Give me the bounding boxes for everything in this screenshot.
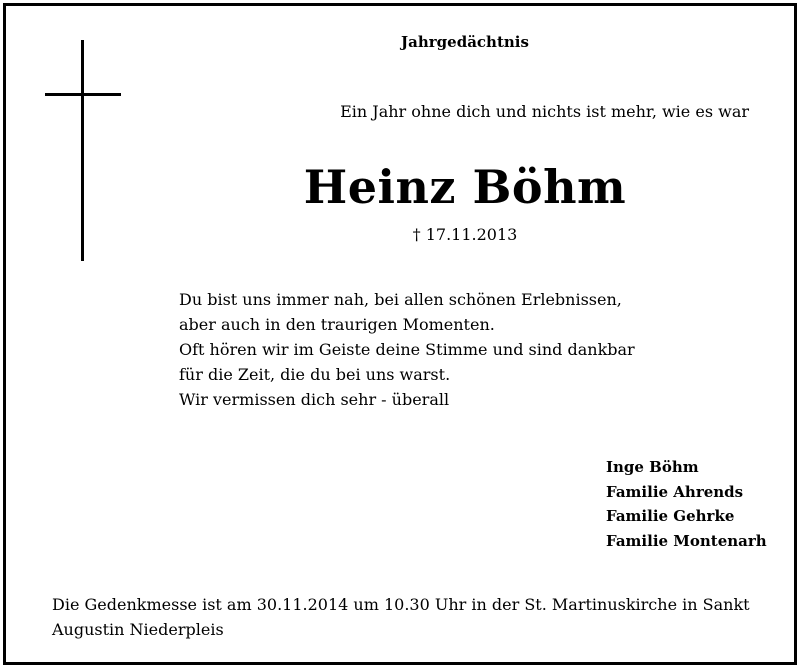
mourners-list [606, 455, 767, 553]
mourner-name: Inge Böhm [606, 458, 699, 476]
mourner-name: Familie Montenarh [606, 531, 767, 550]
mourner-name: Familie Gehrke [606, 507, 735, 525]
cross-icon-horizontal [45, 93, 121, 96]
poem-line: aber auch in den traurigen Momenten. [179, 315, 495, 334]
poem-line: Du bist uns immer nah, bei allen schönen Erlebnissen, [179, 290, 622, 309]
obituary-heading: Jahrgedächtnis [401, 33, 529, 51]
deceased-name: Heinz Böhm [303, 160, 627, 214]
poem-line: Oft hören wir im Geiste deine Stimme und sind dankbar [179, 340, 635, 359]
poem-block [179, 287, 635, 412]
motto-line: Ein Jahr ohne dich und nichts ist mehr, wie es war [340, 102, 749, 121]
mourner-name: Familie Ahrends [606, 482, 744, 501]
poem-line: Wir vermissen dich sehr - überall [179, 390, 450, 409]
memorial-mass-notice: Die Gedenkmesse ist am 30.11.2014 um 10.30 Uhr in der St. Martinuskirche in Sankt Augustin Niederpleis [52, 595, 750, 639]
death-date: † 17.11.2013 [412, 225, 518, 244]
poem-line: für die Zeit, die du bei uns warst. [179, 365, 451, 384]
